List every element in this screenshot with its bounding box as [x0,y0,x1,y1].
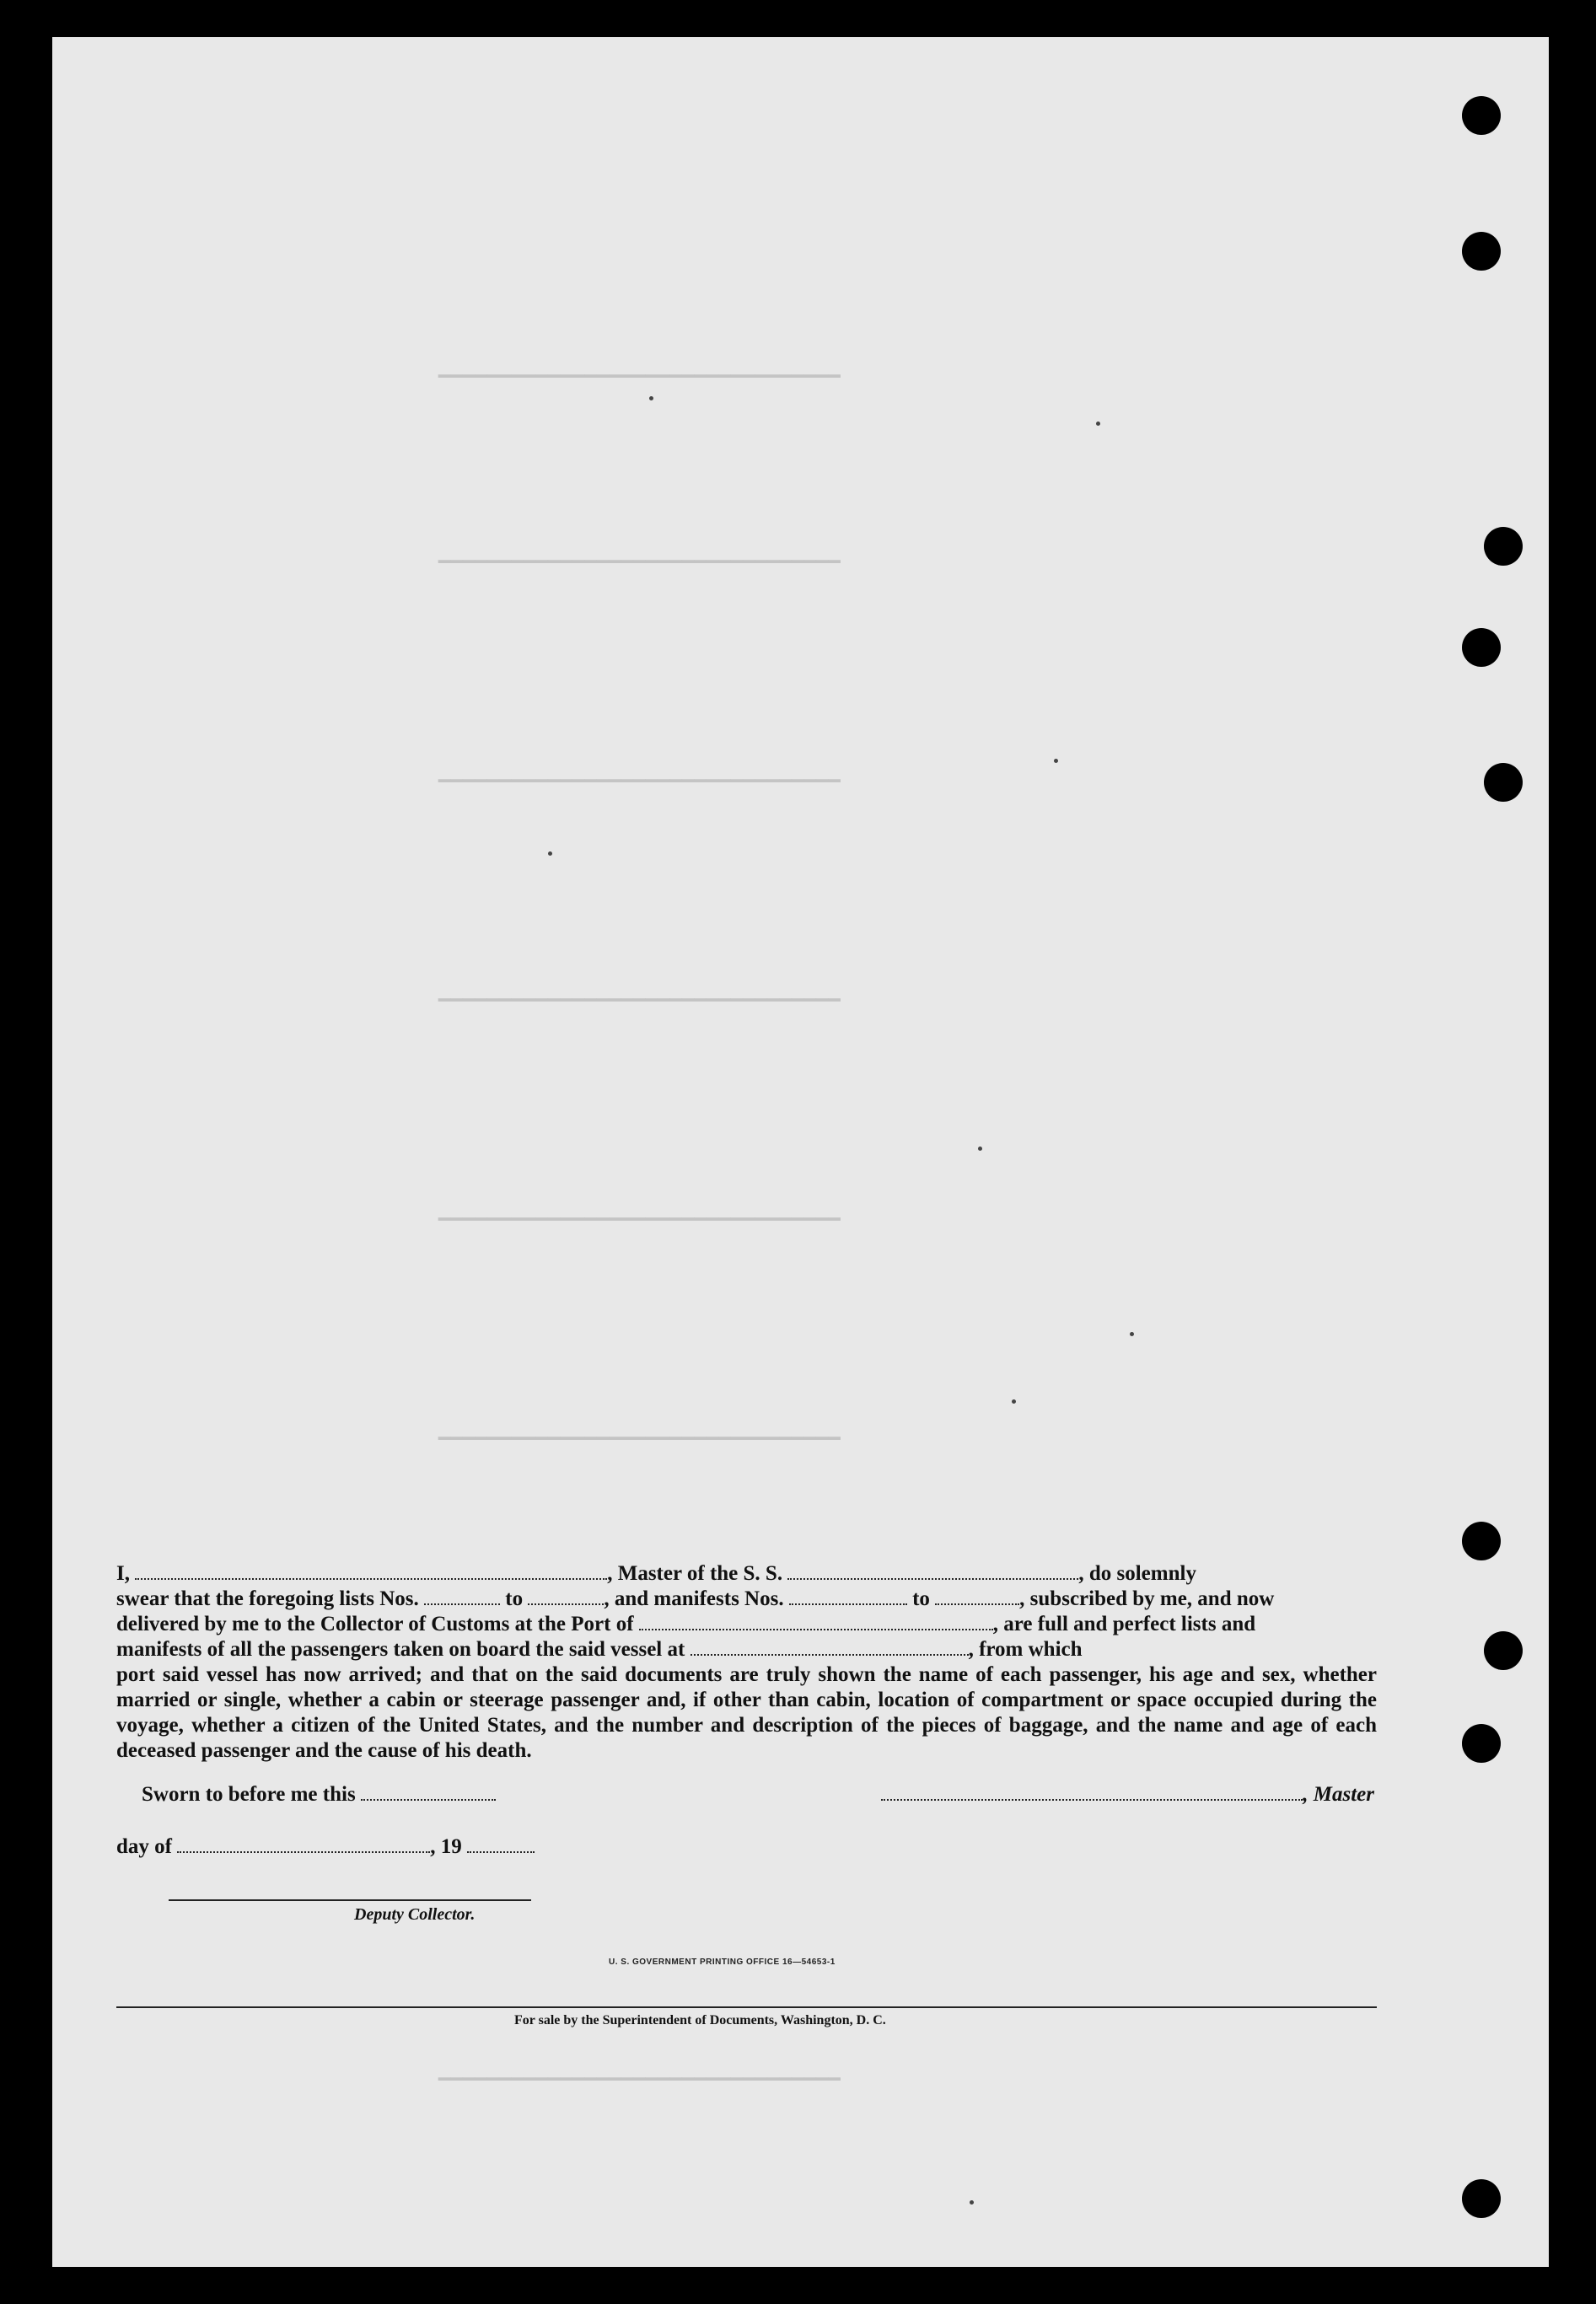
sworn-line [142,1782,496,1807]
binder-hole [1462,1522,1501,1560]
ship-name-field[interactable] [787,1561,1078,1580]
master-signature-line [852,1782,1374,1807]
footer-rule [116,2006,1377,2008]
ink-speck [978,1147,982,1151]
sworn-label: Sworn to before me this [142,1783,356,1806]
printing-office-imprint: U. S. GOVERNMENT PRINTING OFFICE 16—54653-1 [609,1958,836,1967]
binder-hole [1484,763,1523,802]
oath-text: manifests of all the passengers taken on board the said vessel at [116,1638,691,1661]
binder-hole [1462,2179,1501,2218]
deputy-collector-label: Deputy Collector. [354,1905,476,1924]
year-label: , 19 [430,1835,462,1858]
binder-hole [1462,628,1501,667]
oath-text: swear that the foregoing lists Nos. [116,1587,425,1610]
oath-text: to [500,1587,529,1610]
list-from-field[interactable] [424,1587,500,1605]
oath-text: , from which [968,1638,1083,1661]
list-to-field[interactable] [528,1587,604,1605]
master-name-field[interactable] [135,1561,607,1580]
oath-text: delivered by me to the Collector of Customs at the Port of [116,1613,639,1635]
bleed-through-text: ▁▁▁▁▁▁▁▁▁▁▁▁▁▁▁▁▁▁▁▁▁▁▁▁▁▁▁▁▁▁▁▁▁ [438,1416,841,1440]
oath-text: , are full and perfect lists and [992,1613,1256,1635]
ink-speck [1130,1332,1134,1336]
oath-text: , subscribed by me, and now [1019,1587,1275,1610]
bleed-through-text: ▁▁▁▁▁▁▁▁▁▁▁▁▁▁▁▁▁▁▁▁▁▁▁▁▁▁▁▁▁▁▁▁▁ [438,978,841,1002]
master-oath [116,1561,1383,1764]
day-of-label: day of [116,1835,172,1858]
binder-hole [1462,96,1501,135]
ink-speck [649,396,653,400]
binder-hole [1462,232,1501,271]
deputy-signature-rule [169,1899,531,1901]
sale-notice: For sale by the Superintendent of Documents, Washington, D. C. [514,2013,886,2027]
oath-text: to [906,1587,936,1610]
sworn-date-field[interactable] [361,1782,496,1801]
ink-speck [1096,422,1100,426]
ink-speck [1054,759,1058,763]
ink-speck [1012,1399,1016,1404]
bleed-through-text: ▁▁▁▁▁▁▁▁▁▁▁▁▁▁▁▁▁▁▁▁▁▁▁▁▁▁▁▁▁▁▁▁▁ [438,2057,841,2081]
master-signature-field[interactable] [881,1782,1303,1801]
manifest-from-field[interactable] [789,1587,907,1605]
day-line [116,1834,535,1859]
manifest-to-field[interactable] [935,1587,1019,1605]
bleed-through-text: ▁▁▁▁▁▁▁▁▁▁▁▁▁▁▁▁▁▁▁▁▁▁▁▁▁▁▁▁▁▁▁▁▁ [438,1197,841,1221]
bleed-through-text: ▁▁▁▁▁▁▁▁▁▁▁▁▁▁▁▁▁▁▁▁▁▁▁▁▁▁▁▁▁▁▁▁▁ [438,759,841,782]
oath-text: I, [116,1562,136,1585]
binder-hole [1484,527,1523,566]
departure-port-field[interactable] [691,1637,969,1656]
binder-hole [1484,1631,1523,1670]
ink-speck [548,851,552,856]
oath-text: , Master of the S. S. [607,1562,788,1585]
bleed-through-text: ▁▁▁▁▁▁▁▁▁▁▁▁▁▁▁▁▁▁▁▁▁▁▁▁▁▁▁▁▁▁▁▁▁ [438,540,841,563]
binder-hole [1462,1724,1501,1763]
ink-speck [970,2200,974,2205]
port-field[interactable] [639,1612,993,1630]
oath-text: port said vessel has now arrived; and that on the said documents are truly shown the name of each passenger, his age and sex, whether married or single, whether a cabin or steerage passenger and, if other than cabin, location of compartment or space occupied during the voyage, whether a citizen of the United States, and the number and description of the pieces of baggage, and the name and age of each deceased passenger and the cause of his death. [116,1663,1383,1762]
year-field[interactable] [467,1834,535,1853]
master-label: , Master [1303,1783,1374,1806]
bleed-through-text: ▁▁▁▁▁▁▁▁▁▁▁▁▁▁▁▁▁▁▁▁▁▁▁▁▁▁▁▁▁▁▁▁▁ [438,354,841,378]
oath-text: , do solemnly [1078,1562,1196,1585]
oath-text: , and manifests Nos. [604,1587,789,1610]
day-of-field[interactable] [177,1834,430,1853]
